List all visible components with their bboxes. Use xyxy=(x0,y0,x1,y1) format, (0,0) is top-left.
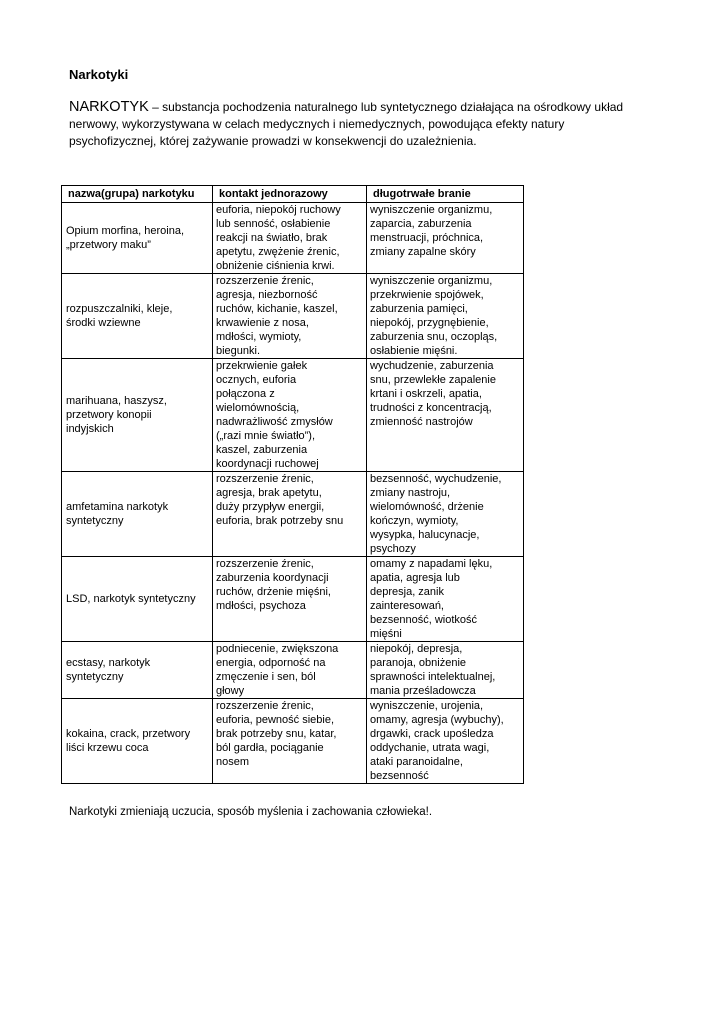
table-row xyxy=(62,642,524,699)
long-term-cell: omamy z napadami lęku, apatia, agresja lub depresja, zanik zainteresowań, bezsenność, wiotkość mięśni xyxy=(367,557,524,642)
single-contact-cell: rozszerzenie źrenic, euforia, pewność siebie, brak potrzeby snu, katar, ból gardła, pociąganie nosem xyxy=(213,699,367,784)
single-contact-cell: rozszerzenie źrenic, zaburzenia koordynacji ruchów, drżenie mięśni, mdłości, psychoza xyxy=(213,557,367,642)
long-term-cell: niepokój, depresja, paranoja, obniżenie sprawności intelektualnej, mania prześladowcza xyxy=(367,642,524,699)
intro-paragraph xyxy=(69,99,639,150)
long-term-cell: wychudzenie, zaburzenia snu, przewlekłe zapalenie krtani i oskrzeli, apatia, trudności z koncentracją, zmienność nastrojów xyxy=(367,359,524,472)
table-row xyxy=(62,699,524,784)
table-row xyxy=(62,557,524,642)
drugs-table xyxy=(61,185,524,784)
table-row xyxy=(62,274,524,359)
intro-term: NARKOTYK xyxy=(69,99,149,115)
drug-name-cell: Opium morfina, heroina, „przetwory maku” xyxy=(62,203,213,274)
drug-name-cell: amfetamina narkotyk syntetyczny xyxy=(62,472,213,557)
table-row xyxy=(62,203,524,274)
table-header-row xyxy=(62,186,524,203)
long-term-cell: wyniszczenie, urojenia, omamy, agresja (wybuchy), drgawki, crack upośledza oddychanie, utrata wagi, ataki paranoidalne, bezsenność xyxy=(367,699,524,784)
single-contact-cell: rozszerzenie źrenic, agresja, niezborność ruchów, kichanie, kaszel, krwawienie z nosa, mdłości, wymioty, biegunki. xyxy=(213,274,367,359)
closing-sentence: Narkotyki zmieniają uczucia, sposób myślenia i zachowania człowieka!. xyxy=(69,806,433,818)
single-contact-cell: przekrwienie gałek ocznych, euforia połączona z wielomównością, nadwrażliwość zmysłów („razi mnie światło”), kaszel, zaburzenia koordynacji ruchowej xyxy=(213,359,367,472)
table-row xyxy=(62,359,524,472)
intro-definition: – substancja pochodzenia naturalnego lub syntetycznego działająca na ośrodkowy układ nerwowy, wykorzystywana w celach medycznych i niemedycznych, powodująca efekty natury psychofizycznej, której zażywanie prowadzi w konsekwencji do uzależnienia. xyxy=(69,100,624,148)
drug-name-cell: marihuana, haszysz, przetwory konopii indyjskich xyxy=(62,359,213,472)
drug-name-cell: rozpuszczalniki, kleje, środki wziewne xyxy=(62,274,213,359)
drug-name-cell: LSD, narkotyk syntetyczny xyxy=(62,557,213,642)
table-row xyxy=(62,472,524,557)
header-name: nazwa(grupa) narkotyku xyxy=(62,186,213,203)
single-contact-cell: podniecenie, zwiększona energia, odporność na zmęczenie i sen, ból głowy xyxy=(213,642,367,699)
single-contact-cell: euforia, niepokój ruchowy lub senność, osłabienie reakcji na światło, brak apetytu, zwężenie źrenic, obniżenie ciśnienia krwi. xyxy=(213,203,367,274)
drug-name-cell: kokaina, crack, przetwory liści krzewu coca xyxy=(62,699,213,784)
single-contact-cell: rozszerzenie źrenic, agresja, brak apetytu, duży przypływ energii, euforia, brak potrzeby snu xyxy=(213,472,367,557)
header-long-term: długotrwałe branie xyxy=(367,186,524,203)
long-term-cell: wyniszczenie organizmu, zaparcia, zaburzenia menstruacji, próchnica, zmiany zapalne skóry xyxy=(367,203,524,274)
long-term-cell: bezsenność, wychudzenie, zmiany nastroju, wielomówność, drżenie kończyn, wymioty, wysypka, halucynacje, psychozy xyxy=(367,472,524,557)
header-single-contact: kontakt jednorazowy xyxy=(213,186,367,203)
drug-name-cell: ecstasy, narkotyk syntetyczny xyxy=(62,642,213,699)
long-term-cell: wyniszczenie organizmu, przekrwienie spojówek, zaburzenia pamięci, niepokój, przygnębienie, zaburzenia snu, oczopląs, osłabienie mięśni. xyxy=(367,274,524,359)
document-title: Narkotyki xyxy=(69,67,129,82)
